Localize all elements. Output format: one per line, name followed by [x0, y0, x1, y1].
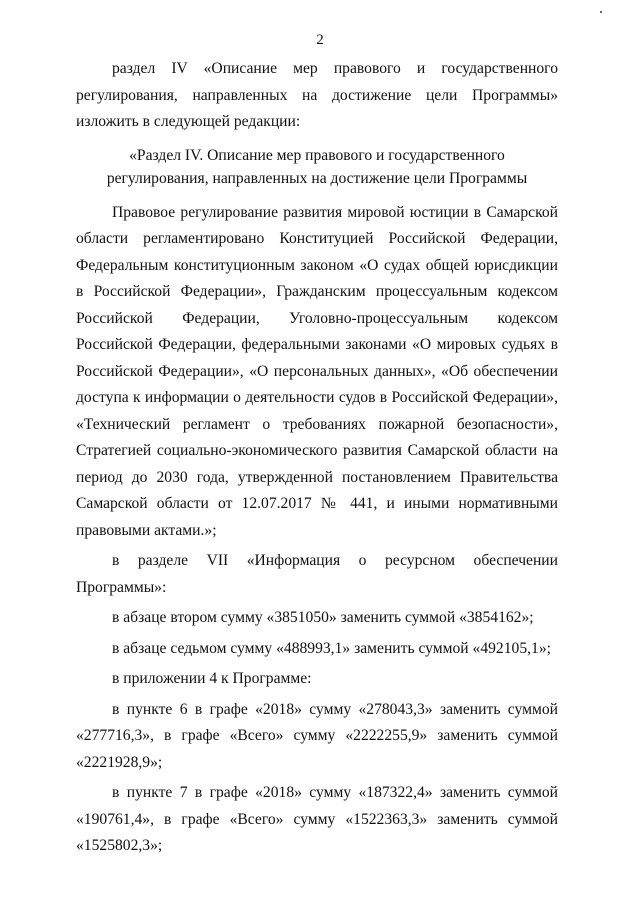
amendment-paragraph-second-abzac: в абзаце втором сумму «3851050» заменить суммой «3854162»; — [112, 609, 534, 626]
section-heading-line-2: регулирования, направленных на достижение цели Программы — [106, 169, 528, 187]
amendment-paragraph-item-6: в пункте 6 в графе «2018» сумму «278043,3» заменить суммой «277716,3», в графе «Всего» сумму «2222255,9» заменить суммой «2221928,9»; — [76, 700, 558, 771]
amendment-paragraph-seventh-abzac: в абзаце седьмом сумму «488993,1» заменить суммой «492105,1»; — [112, 639, 551, 657]
amendment-paragraph-resource-section: в разделе VII «Информация о ресурсном обеспечении Программы»: — [76, 552, 558, 596]
section-heading-line-1: «Раздел IV. Описание мер правового и государственного — [129, 146, 505, 164]
intro-paragraph: раздел IV «Описание мер правового и государственного регулирования, направленных на достижение цели Программы» изложить в следующей редакции: — [76, 60, 558, 130]
scan-mark — [600, 11, 602, 13]
amendment-paragraph-appendix-4: в приложении 4 к Программе: — [112, 670, 312, 687]
page-number: 2 — [316, 32, 324, 48]
legal-basis-paragraph: Правовое регулирование развития мировой юстиции в Самарской области регламентировано Конституцией Российской Федерации, Федеральным конституционным законом «О судах общей юрисдикции в Российской Федерации», Гражданским процессуальным кодексом Российской Федерации, Уголовно-процессуальным кодексом Российской Федерации, федеральными законами «О мировых судьях в Российской Федерации», «О персональных данных», «Об обеспечении доступа к информации о деятельности судов в Российской Федерации», «Технический регламент о требованиях пожарной безопасности», Стратегией социально-экономического развития Самарской области на период до 2030 года, утвержденной постановлением Правительства Самарской области от 12.07.2017 № 441, и иными нормативными правовыми актами.»; — [76, 203, 558, 539]
amendment-paragraph-item-7: в пункте 7 в графе «2018» сумму «187322,4» заменить суммой «190761,4», в графе «Всего» сумму «1522363,3» заменить суммой «1525802,3»; — [76, 784, 558, 854]
section-heading — [76, 144, 558, 190]
document-body — [76, 56, 558, 860]
